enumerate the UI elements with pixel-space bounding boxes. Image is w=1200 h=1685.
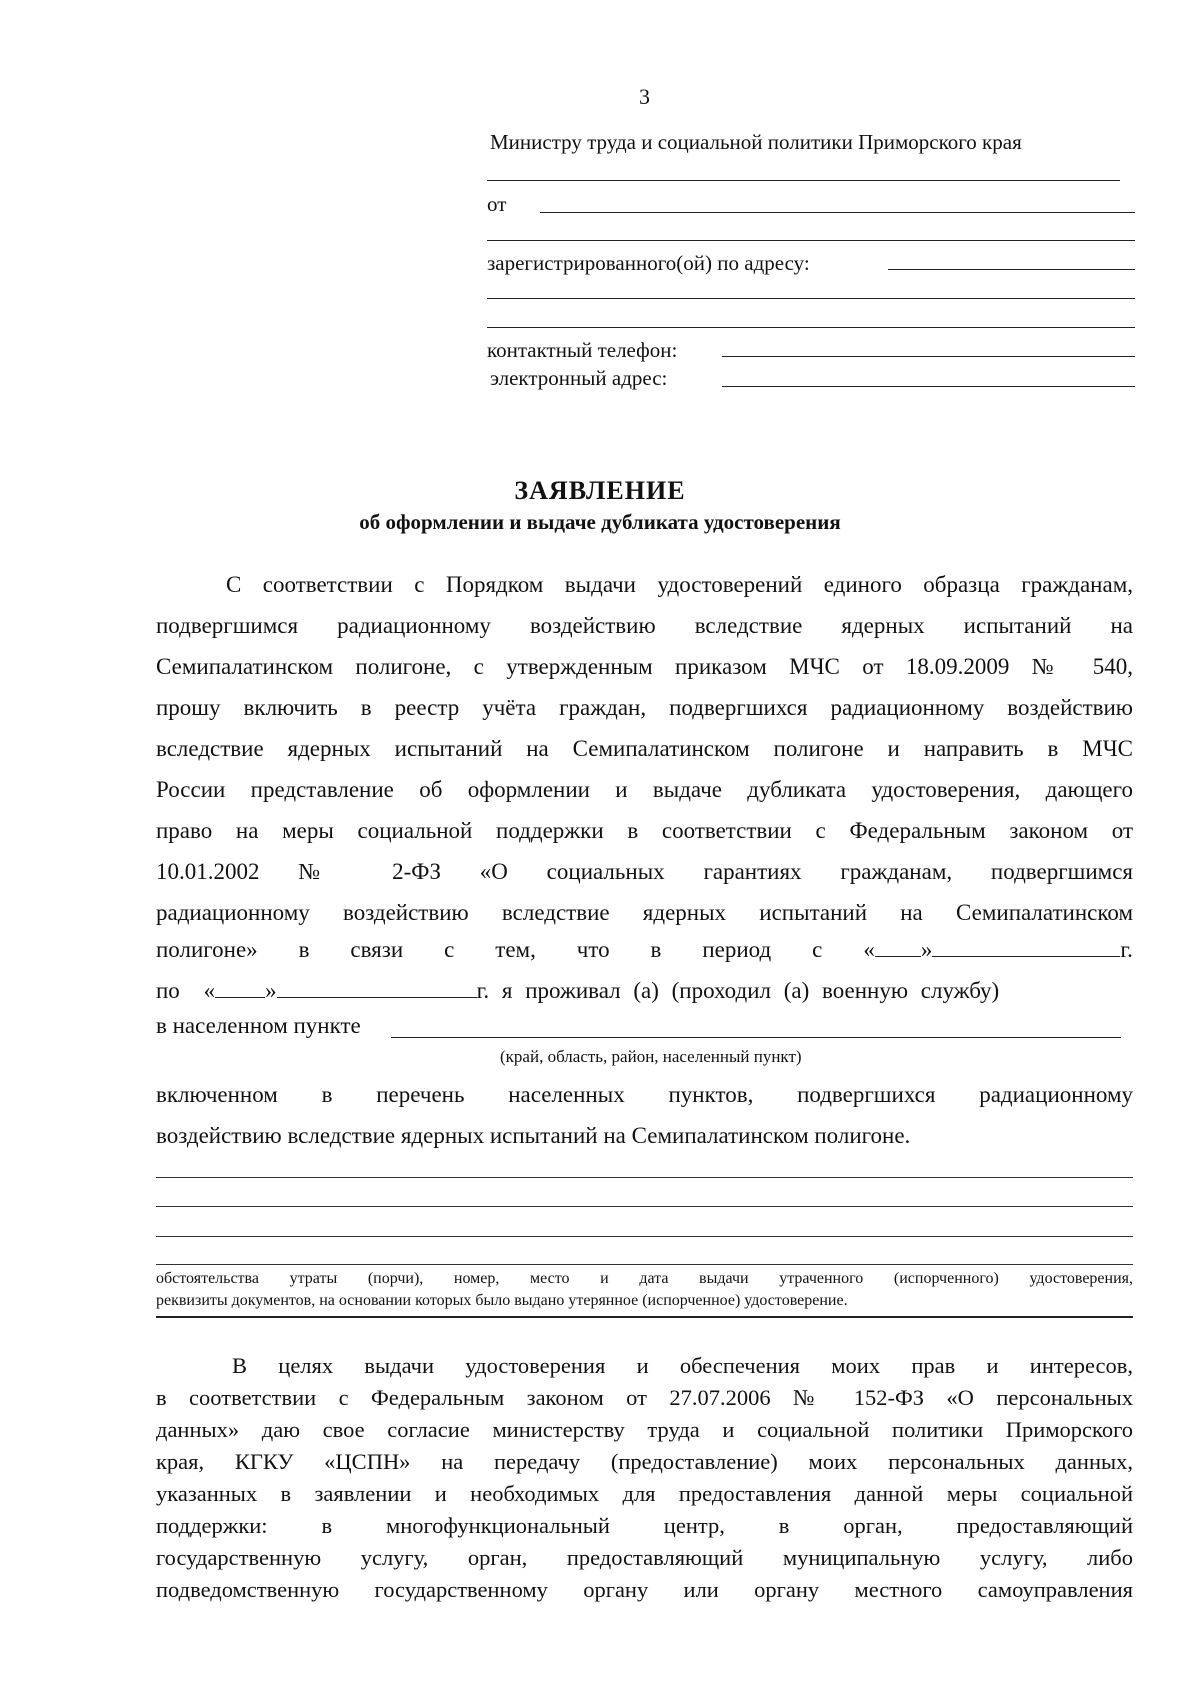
po-word: по xyxy=(156,978,180,1003)
phone-field[interactable] xyxy=(722,356,1135,357)
application-body xyxy=(156,564,1133,933)
inclusion-paragraph xyxy=(156,1074,1133,1156)
consent-line: поддержки: в многофункциональный центр, в орган, предоставляющий xyxy=(156,1513,1133,1538)
period-word: с xyxy=(812,937,823,962)
phone-label: контактный телефон: xyxy=(487,338,678,362)
body-line: подвергшимся радиационному воздействию вследствие ядерных испытаний на xyxy=(156,613,1133,638)
circumstances-note xyxy=(156,1268,1133,1312)
note-line: обстоятельства утраты (порчи), номер, место и дата выдачи утраченного (испорченного) удостоверения, xyxy=(156,1270,1133,1287)
period-word: с xyxy=(444,937,455,962)
from-label: от xyxy=(487,192,507,216)
close-quote: » xyxy=(265,978,277,1003)
body-line: вследствие ядерных испытаний на Семипалатинском полигоне и направить в МЧС xyxy=(156,736,1133,761)
period-start-month-field[interactable] xyxy=(932,932,1120,957)
period-start-date xyxy=(863,932,1133,963)
period-word: в xyxy=(650,937,662,962)
from-field-line-2[interactable] xyxy=(487,240,1135,241)
address-field-line-2[interactable] xyxy=(487,298,1135,299)
period-word: что xyxy=(576,937,610,962)
body-line: воздействию вследствие ядерных испытаний на Семипалатинском полигоне. xyxy=(156,1123,911,1148)
locality-label: в населенном пункте xyxy=(156,1013,361,1038)
addressee-text: Министру труда и социальной политики Приморского края xyxy=(490,130,1022,154)
consent-line: подведомственную государственному органу или органу местного самоуправления xyxy=(156,1577,1133,1602)
period-word: период xyxy=(702,937,772,962)
email-label: электронный адрес: xyxy=(490,366,668,390)
address-field-line-3[interactable] xyxy=(487,327,1135,328)
period-line xyxy=(156,932,1133,963)
period-word: связи xyxy=(350,937,404,962)
body-line: радиационному воздействию вследствие ядерных испытаний на Семипалатинском xyxy=(156,900,1133,925)
note-underline xyxy=(156,1316,1133,1318)
residence-text: г. я проживал (а) (проходил (а) военную службу) xyxy=(476,978,1000,1003)
close-quote: » xyxy=(920,937,933,962)
circumstances-field-line-2[interactable] xyxy=(156,1206,1133,1207)
circumstances-field-line-1[interactable] xyxy=(156,1177,1133,1178)
body-line: России представление об оформлении и выдаче дубликата удостоверения, дающего xyxy=(156,777,1133,802)
body-line: прошу включить в реестр учёта граждан, подвергшихся радиационному воздействию xyxy=(156,695,1133,720)
open-quote: « xyxy=(203,978,216,1003)
circumstances-field-line-3[interactable] xyxy=(156,1236,1133,1237)
period-word: в xyxy=(298,937,310,962)
body-line: 10.01.2002 № 2-ФЗ «О социальных гарантиях гражданам, подвергшимся xyxy=(156,859,1133,884)
email-field[interactable] xyxy=(722,386,1135,387)
period-end-day-field[interactable] xyxy=(215,973,265,998)
consent-line: указанных в заявлении и необходимых для предоставления данной меры социальной xyxy=(156,1481,1133,1506)
period-word: тем, xyxy=(495,937,536,962)
locality-hint: (край, область, район, населенный пункт) xyxy=(500,1047,802,1066)
circumstances-field-line-4[interactable] xyxy=(156,1264,1133,1265)
period-end-month-field[interactable] xyxy=(277,973,477,998)
body-line: право на меры социальной поддержки в соответствии с Федеральным законом от xyxy=(156,818,1133,843)
body-line: Семипалатинском полигоне, с утвержденным приказом МЧС от 18.09.2009 № 540, xyxy=(156,654,1133,679)
page-number: 3 xyxy=(639,84,650,109)
document-title: ЗАЯВЛЕНИЕ xyxy=(514,476,686,505)
registered-label: зарегистрированного(ой) по адресу: xyxy=(487,251,810,275)
consent-line: в соответствии с Федеральным законом от 27.07.2006 № 152-ФЗ «О персональных xyxy=(156,1385,1133,1410)
period-start-day-field[interactable] xyxy=(875,932,921,957)
consent-line: В целях выдачи удостоверения и обеспечения моих прав и интересов, xyxy=(232,1353,1133,1378)
from-field[interactable] xyxy=(540,212,1135,213)
period-end-line xyxy=(156,973,1133,1004)
locality-field[interactable] xyxy=(391,1037,1121,1038)
body-line: С соответствии с Порядком выдачи удостоверений единого образца гражданам, xyxy=(226,572,1133,597)
consent-line: данных» даю свое согласие министерству труда и социальной политики Приморского xyxy=(156,1417,1133,1442)
document-subtitle: об оформлении и выдаче дубликата удостоверения xyxy=(359,510,841,534)
address-field[interactable] xyxy=(888,269,1135,270)
consent-paragraph xyxy=(156,1350,1133,1606)
consent-line: края, КГКУ «ЦСПН» на передачу (предоставление) моих персональных данных, xyxy=(156,1449,1133,1474)
addressee-line xyxy=(487,180,1120,181)
body-line: включенном в перечень населенных пунктов, подвергшихся радиационному xyxy=(156,1082,1133,1107)
period-word: полигоне» xyxy=(156,937,258,962)
note-line: реквизиты документов, на основании которых было выдано утерянное (испорченное) удостоверение. xyxy=(156,1292,848,1309)
open-quote: « xyxy=(863,937,875,962)
year-suffix: г. xyxy=(1120,937,1133,962)
consent-line: государственную услугу, орган, предоставляющий муниципальную услугу, либо xyxy=(156,1545,1133,1570)
